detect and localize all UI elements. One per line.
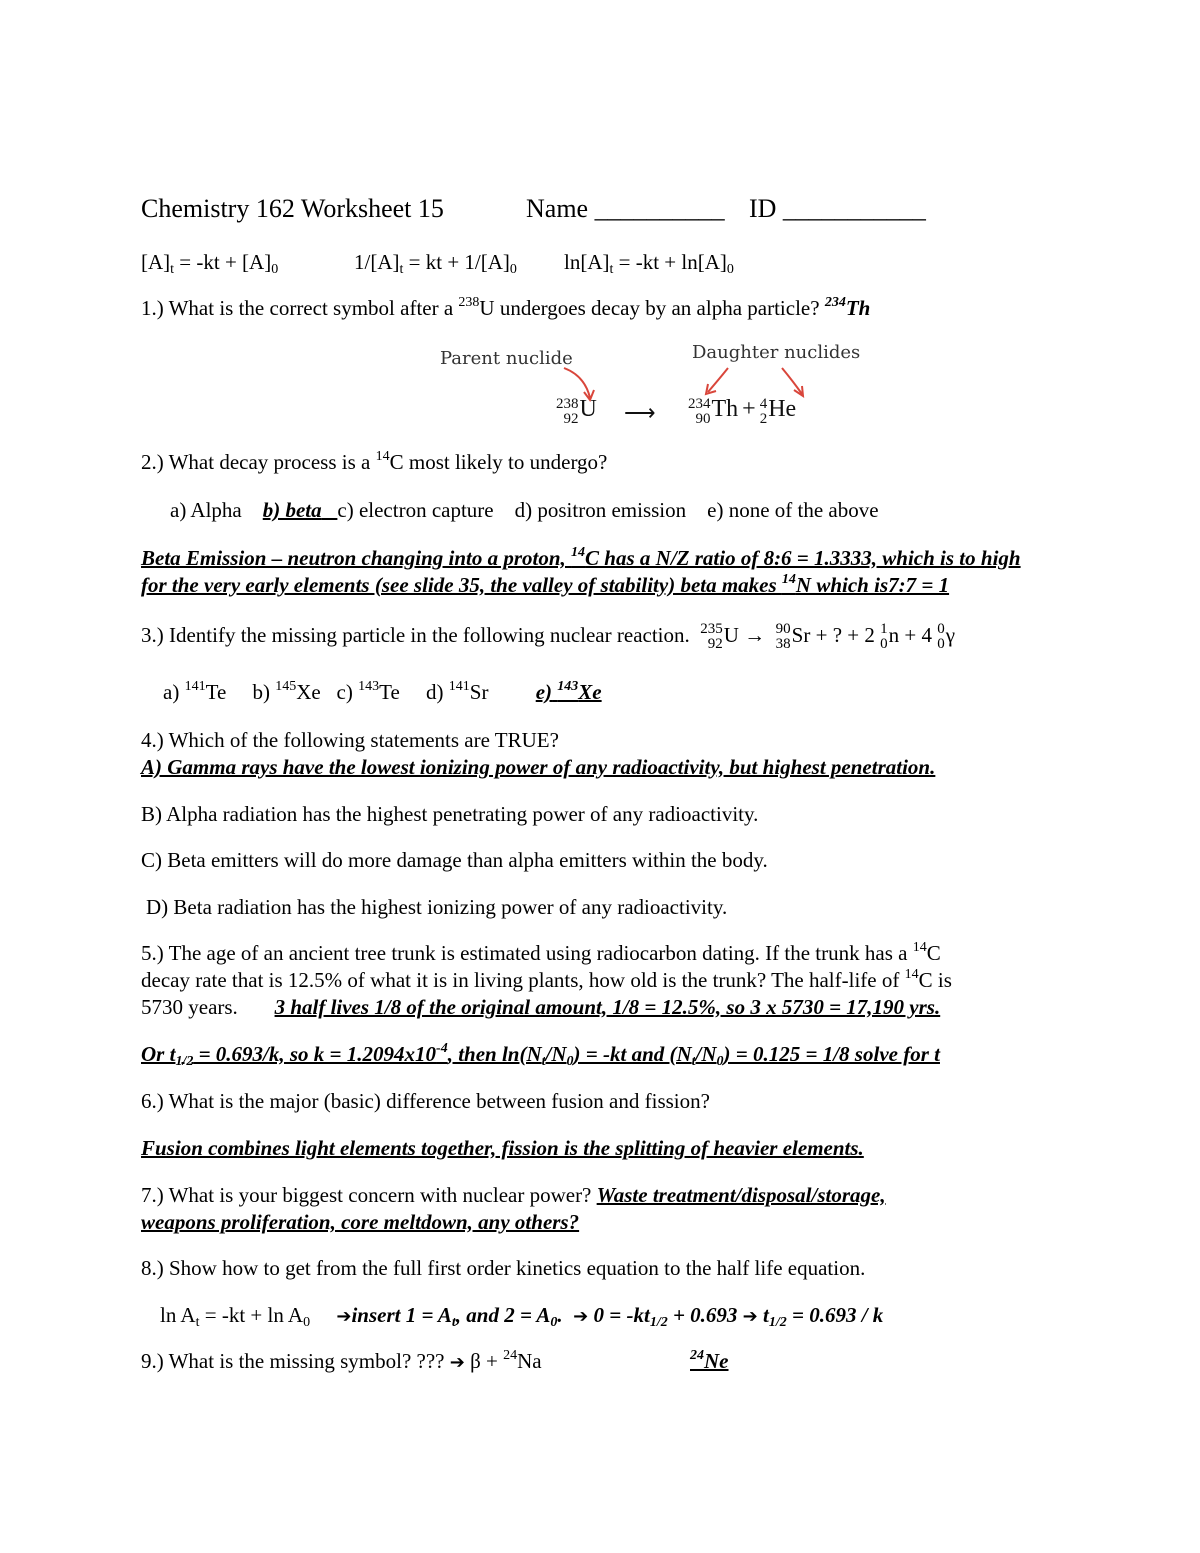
question-4-option-b: B) Alpha radiation has the highest penetrating power of any radioactivity.	[141, 802, 759, 826]
option-a[interactable]: a) $^{141}$Te	[163, 679, 227, 704]
option-e-answer[interactable]: e) $^{143}$Xe	[535, 679, 602, 704]
worksheet-title: Chemistry 162 Worksheet 15	[141, 194, 444, 223]
question-5-line-1: 5.) The age of an ancient tree trunk is estimated using radiocarbon dating. If the trunk has a $^{14}$C	[141, 940, 941, 965]
option-d[interactable]: d) $^{141}$Sr	[426, 679, 489, 704]
question-4-answer-a: A) Gamma rays have the lowest ionizing power of any radioactivity, but highest penetration.	[141, 755, 936, 779]
name-field[interactable]: Name __________	[526, 194, 725, 223]
question-9-answer: $^{24}$Ne	[690, 1348, 729, 1373]
option-b[interactable]: b) $^{145}$Xe	[252, 679, 321, 704]
question-8: 8.) Show how to get from the full first order kinetics equation to the half life equation.	[141, 1256, 866, 1280]
question-9: 9.) What is the missing symbol? ??? ➔ β + $^{24}$Na	[141, 1348, 542, 1373]
question-7-answer-1: Waste treatment/disposal/storage,	[596, 1183, 886, 1207]
arrow-icon: ➔	[742, 1306, 758, 1327]
question-6: 6.) What is the major (basic) difference between fusion and fission?	[141, 1089, 710, 1113]
question-3-options	[163, 679, 602, 704]
parent-nuclide-label: Parent nuclide	[440, 348, 573, 369]
answer-1: $^{234}$Th	[824, 295, 871, 320]
equation-zero-order: $[A]_t = -kt + [A]_0$	[141, 250, 279, 277]
arrow-icon: ➔	[336, 1306, 352, 1327]
option-c[interactable]: c) $^{143}$Te	[336, 679, 400, 704]
question-5-line-2: decay rate that is 12.5% of what it is in living plants, how old is the trunk? The half-life of $^{14}$C is	[141, 967, 952, 992]
equation-first-order: $\ln[A]_t = -kt + \ln[A]_0$	[564, 250, 734, 277]
id-field[interactable]: ID ___________	[749, 194, 926, 223]
option-a[interactable]: a) Alpha	[170, 498, 242, 522]
arrow-icon: ➔	[449, 1352, 465, 1373]
option-e[interactable]: e) none of the above	[707, 498, 879, 522]
arrow-icon: ➔	[573, 1306, 589, 1327]
question-6-answer: Fusion combines light elements together, fission is the splitting of heavier elements.	[141, 1136, 864, 1160]
parent-nuclide-u238: 238 92 U	[556, 396, 597, 428]
question-3: 3.) Identify the missing particle in the following nuclear reaction. 235 92 U → 90 38 Sr + ? + 2 1 0 n + 4 0 0 γ	[141, 621, 955, 652]
daughter-nuclide-th234: 234 90 Th + 4 2 He	[688, 396, 797, 428]
daughter-arrow-right-icon	[782, 368, 802, 394]
question-7: 7.) What is your biggest concern with nuclear power? Waste treatment/disposal/storage,	[141, 1183, 886, 1207]
reaction-arrow: ⟶	[624, 400, 656, 425]
alpha-decay-diagram	[430, 338, 880, 438]
option-b-answer[interactable]: b) beta	[262, 498, 322, 522]
question-1: 1.) What is the correct symbol after a $^{238}$U undergoes decay by an alpha particle? $^{234}$Th	[141, 295, 871, 320]
question-5-alternate-answer: Or $t_{1/2} = 0.693/k$, so $k = 1.2094x10^{-4}$, then $\ln(N_t/N_0) = -kt$ and $(N_t/N_0) = 0.125 = 1/8$ solve for t	[141, 1041, 940, 1069]
daughter-arrow-left-icon	[708, 368, 728, 392]
equation-second-order: $1/[A]_t$ = kt + $1/[A]_0$	[354, 250, 517, 277]
question-7-answer-2: weapons proliferation, core meltdown, any others?	[141, 1210, 580, 1234]
question-2-explanation-1: Beta Emission – neutron changing into a proton, $^{14}$C has a N/Z ratio of 8:6 = 1.3333, which is to high	[141, 545, 1021, 570]
question-2-options	[170, 500, 879, 521]
question-2: 2.) What decay process is a $^{14}$C most likely to undergo?	[141, 449, 608, 474]
option-d[interactable]: d) positron emission	[514, 498, 687, 522]
question-5-answer: 3 half lives 1/8 of the original amount, 1/8 = 12.5%, so 3 x 5730 = 17,190 yrs.	[274, 995, 941, 1019]
question-4: 4.) Which of the following statements are TRUE?	[141, 728, 559, 752]
question-8-derivation: $\ln A_t = -kt + \ln A_0$ ➔insert $1 = A_t$, and $2 = A_0$. ➔ $0 = -kt_{1/2} + 0.693$ ➔ $t_{1/2} = 0.693 / k$	[160, 1303, 884, 1330]
question-4-option-c: C) Beta emitters will do more damage than alpha emitters within the body.	[141, 848, 768, 872]
option-c[interactable]: c) electron capture	[337, 498, 494, 522]
daughter-nuclides-label: Daughter nuclides	[692, 342, 861, 363]
question-5-line-3: 5730 years. 3 half lives 1/8 of the original amount, 1/8 = 12.5%, so 3 x 5730 = 17,190 yrs.	[141, 995, 941, 1019]
question-2-explanation-2: for the very early elements (see slide 35, the valley of stability) beta makes $^{14}$N which is7:7 = 1	[141, 572, 950, 597]
question-4-option-d: D) Beta radiation has the highest ionizing power of any radioactivity.	[146, 895, 728, 919]
